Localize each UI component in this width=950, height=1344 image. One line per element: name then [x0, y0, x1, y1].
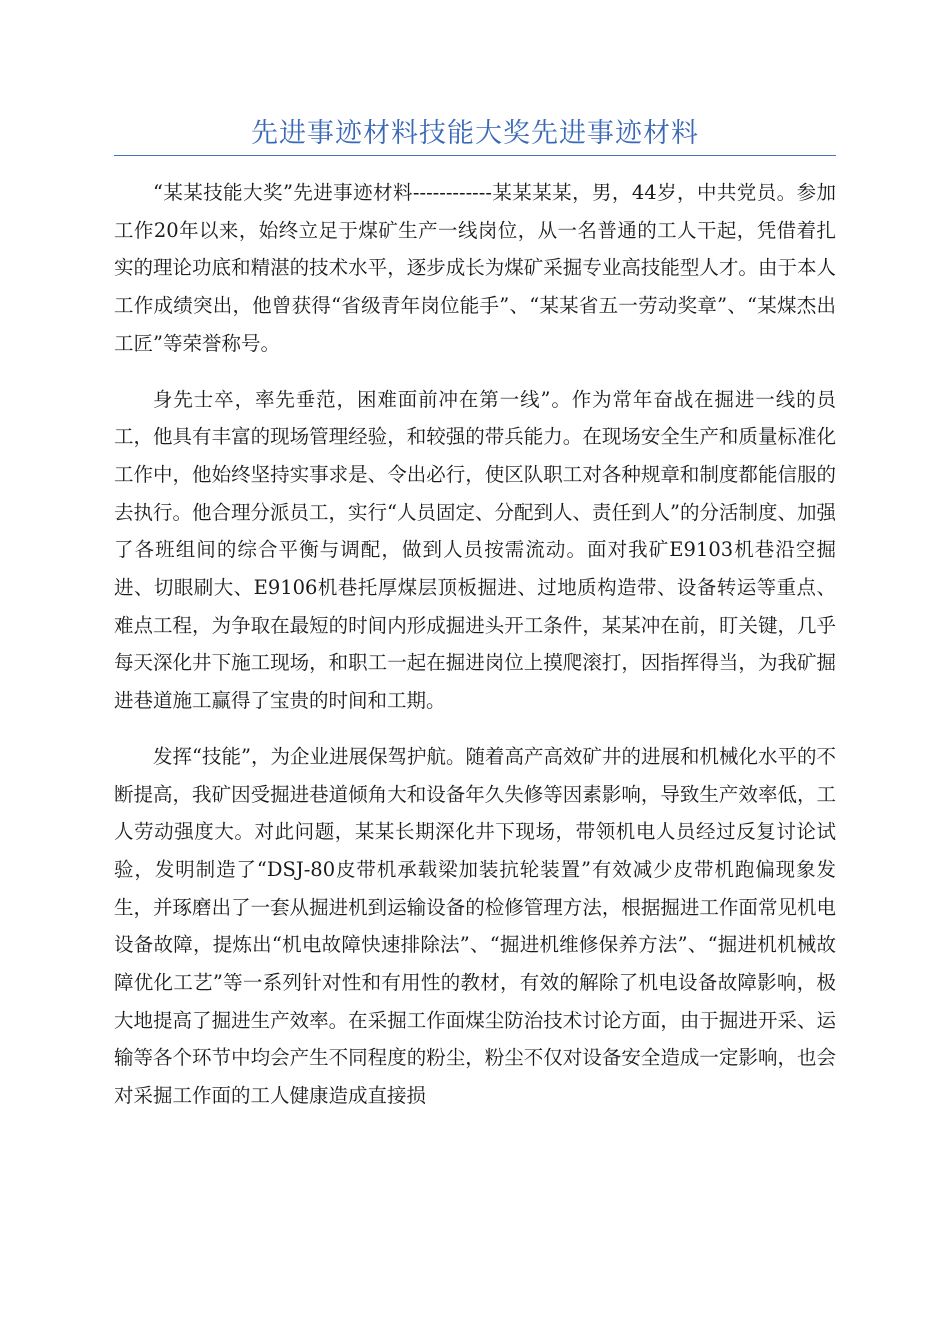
title-underline — [114, 155, 836, 156]
paragraph-1: “某某技能大奖”先进事迹材料------------某某某某，男，44岁，中共党员。参加工作20年以来，始终立足于煤矿生产一线岗位，从一名普通的工人干起，凭借着扎实的理论功底和精湛的技术水平，逐步成长为煤矿采掘专业高技能型人才。由于本人工作成绩突出，他曾获得“省级青年岗位能手”、“某某省五一劳动奖章”、“某煤杰出工匠”等荣誉称号。 — [114, 181, 836, 355]
paragraph-3: 发挥“技能”，为企业进展保驾护航。随着高产高效矿井的进展和机械化水平的不断提高，我矿因受掘进巷道倾角大和设备年久失修等因素影响，导致生产效率低，工人劳动强度大。对此问题，某某长期深化井下现场，带领机电人员经过反复讨论试验，发明制造了“DSJ-80皮带机承载梁加装抗轮装置”有效减少皮带机跑偏现象发生，并琢磨出了一套从掘进机到运输设备的检修管理方法，根据掘进工作面常见机电设备故障，提炼出“机电故障快速排除法”、“掘进机维修保养方法”、“掘进机机械故障优化工艺”等一系列针对性和有用性的教材，有效的解除了机电设备故障影响，极大地提高了掘进生产效率。在采掘工作面煤尘防治技术讨论方面，由于掘进开采、运输等各个环节中均会产生不同程度的粉尘，粉尘不仅对设备安全造成一定影响，也会对采掘工作面的工人健康造成直接损 — [114, 744, 836, 1108]
document-title: 先进事迹材料技能大奖先进事迹材料 — [251, 118, 699, 149]
paragraph-2: 身先士卒，率先垂范，困难面前冲在第一线”。作为常年奋战在掘进一线的员工，他具有丰富的现场管理经验，和较强的带兵能力。在现场安全生产和质量标准化工作中，他始终坚持实事求是、令出必行，使区队职工对各种规章和制度都能信服的去执行。他合理分派员工，实行“人员固定、分配到人、责任到人”的分活制度、加强了各班组间的综合平衡与调配，做到人员按需流动。面对我矿E9103机巷沿空掘进、切眼刷大、E9106机巷托厚煤层顶板掘进、过地质构造带、设备转运等重点、难点工程，为争取在最短的时间内形成掘进头开工条件，某某冲在前，盯关键，几乎每天深化井下施工现场，和职工一起在掘进岗位上摸爬滚打，因指挥得当，为我矿掘进巷道施工赢得了宝贵的时间和工期。 — [114, 387, 836, 713]
document-body — [114, 174, 836, 1115]
